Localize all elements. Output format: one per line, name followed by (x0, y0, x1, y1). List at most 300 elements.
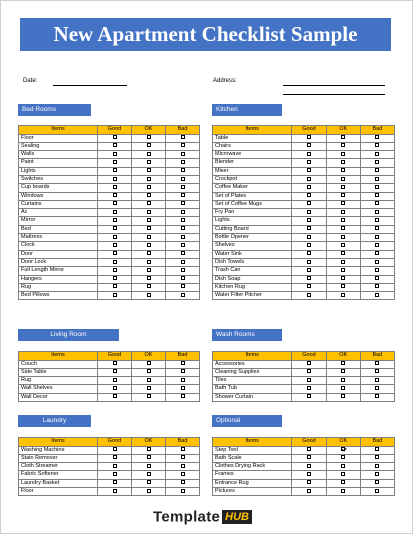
checkbox-cell (326, 151, 360, 159)
good-checkbox[interactable] (113, 143, 117, 147)
checkbox-cell (132, 471, 166, 479)
ok-checkbox[interactable] (341, 193, 345, 197)
ok-checkbox[interactable] (341, 251, 345, 255)
bad-checkbox[interactable] (181, 135, 185, 139)
table-row (213, 184, 395, 192)
checkbox-cell (98, 393, 132, 401)
table-row (19, 200, 200, 208)
bad-checkbox[interactable] (375, 243, 379, 247)
ok-checkbox[interactable] (147, 284, 151, 288)
bad-checkbox[interactable] (181, 472, 185, 476)
checkbox-cell (166, 463, 200, 471)
bad-checkbox[interactable] (375, 369, 379, 373)
table-row (213, 151, 395, 159)
checkbox-cell (166, 159, 200, 167)
checkbox-cell (292, 142, 326, 150)
good-checkbox[interactable] (307, 168, 311, 172)
bad-checkbox[interactable] (181, 293, 185, 297)
good-checkbox[interactable] (307, 135, 311, 139)
ok-checkbox[interactable] (147, 260, 151, 264)
table-row (213, 446, 395, 454)
good-checkbox[interactable] (307, 378, 311, 382)
ok-checkbox[interactable] (147, 218, 151, 222)
ok-checkbox[interactable] (341, 243, 345, 247)
item-label: Lights (213, 217, 292, 225)
ok-checkbox[interactable] (341, 201, 345, 205)
checkbox-cell (166, 234, 200, 242)
ok-checkbox[interactable] (147, 268, 151, 272)
checkbox-cell (326, 175, 360, 183)
ok-checkbox[interactable] (341, 489, 345, 493)
bad-checkbox[interactable] (181, 480, 185, 484)
checkbox-cell (98, 258, 132, 266)
bad-checkbox[interactable] (375, 386, 379, 390)
bad-checkbox[interactable] (375, 378, 379, 382)
ok-checkbox[interactable] (341, 386, 345, 390)
good-checkbox[interactable] (307, 369, 311, 373)
bad-checkbox[interactable] (181, 251, 185, 255)
logo-badge: HUB (222, 510, 252, 524)
bad-checkbox[interactable] (375, 193, 379, 197)
ok-checkbox[interactable] (147, 472, 151, 476)
good-checkbox[interactable] (113, 160, 117, 164)
item-label: Floor (19, 487, 98, 495)
ok-checkbox[interactable] (147, 455, 151, 459)
ok-checkbox[interactable] (147, 489, 151, 493)
ok-checkbox[interactable] (341, 152, 345, 156)
table-row (213, 234, 395, 242)
bad-checkbox[interactable] (375, 361, 379, 365)
ok-checkbox[interactable] (147, 480, 151, 484)
item-label: Bottle Opener (213, 234, 292, 242)
bad-checkbox[interactable] (375, 185, 379, 189)
good-checkbox[interactable] (113, 284, 117, 288)
good-checkbox[interactable] (307, 260, 311, 264)
ok-checkbox[interactable] (147, 293, 151, 297)
bad-checkbox[interactable] (181, 201, 185, 205)
column-header: Good (98, 438, 132, 447)
bad-checkbox[interactable] (375, 160, 379, 164)
bad-checkbox[interactable] (181, 218, 185, 222)
good-checkbox[interactable] (307, 480, 311, 484)
bad-checkbox[interactable] (375, 472, 379, 476)
ok-checkbox[interactable] (341, 378, 345, 382)
table-row (19, 283, 200, 291)
good-checkbox[interactable] (307, 464, 311, 468)
bad-checkbox[interactable] (375, 152, 379, 156)
checkbox-cell (360, 159, 394, 167)
checkbox-cell (292, 234, 326, 242)
good-checkbox[interactable] (113, 185, 117, 189)
bad-checkbox[interactable] (181, 143, 185, 147)
good-checkbox[interactable] (307, 210, 311, 214)
ok-checkbox[interactable] (341, 160, 345, 164)
good-checkbox[interactable] (307, 251, 311, 255)
bad-checkbox[interactable] (181, 210, 185, 214)
checkbox-cell (292, 217, 326, 225)
good-checkbox[interactable] (113, 135, 117, 139)
good-checkbox[interactable] (113, 276, 117, 280)
good-checkbox[interactable] (113, 243, 117, 247)
bad-checkbox[interactable] (181, 193, 185, 197)
item-label: Tiles (213, 377, 292, 385)
good-checkbox[interactable] (307, 394, 311, 398)
good-checkbox[interactable] (113, 464, 117, 468)
item-label: Rug (19, 283, 98, 291)
bad-checkbox[interactable] (375, 235, 379, 239)
checkbox-cell (98, 267, 132, 275)
ok-checkbox[interactable] (341, 284, 345, 288)
good-checkbox[interactable] (307, 243, 311, 247)
bad-checkbox[interactable] (375, 268, 379, 272)
checkbox-cell (326, 134, 360, 142)
good-checkbox[interactable] (307, 472, 311, 476)
item-label: Floor (19, 134, 98, 142)
good-checkbox[interactable] (113, 369, 117, 373)
ok-checkbox[interactable] (147, 243, 151, 247)
checkbox-cell (132, 217, 166, 225)
good-checkbox[interactable] (113, 251, 117, 255)
ok-checkbox[interactable] (341, 177, 345, 181)
good-checkbox[interactable] (307, 235, 311, 239)
bad-checkbox[interactable] (181, 284, 185, 288)
good-checkbox[interactable] (307, 143, 311, 147)
date-field[interactable] (53, 85, 127, 86)
item-label: Clothes Drying Rack (213, 463, 292, 471)
good-checkbox[interactable] (307, 293, 311, 297)
checkbox-cell (166, 250, 200, 258)
checkbox-cell (360, 463, 394, 471)
item-label: Curtains (19, 200, 98, 208)
good-checkbox[interactable] (113, 447, 117, 451)
bad-checkbox[interactable] (181, 489, 185, 493)
checkbox-cell (166, 134, 200, 142)
column-header: Items (213, 126, 292, 135)
good-checkbox[interactable] (307, 185, 311, 189)
ok-checkbox[interactable] (341, 480, 345, 484)
checkbox-cell (98, 192, 132, 200)
good-checkbox[interactable] (307, 447, 311, 451)
address-field-line-2[interactable] (283, 94, 385, 95)
table-row (213, 292, 395, 300)
checkbox-cell (132, 446, 166, 454)
checkbox-cell (326, 446, 360, 454)
good-checkbox[interactable] (113, 480, 117, 484)
ok-checkbox[interactable] (147, 143, 151, 147)
checkbox-cell (132, 151, 166, 159)
item-label: Mixer (213, 167, 292, 175)
ok-checkbox[interactable] (147, 235, 151, 239)
ok-checkbox[interactable] (147, 251, 151, 255)
good-checkbox[interactable] (113, 210, 117, 214)
bad-checkbox[interactable] (375, 210, 379, 214)
good-checkbox[interactable] (113, 293, 117, 297)
bad-checkbox[interactable] (181, 276, 185, 280)
checkbox-cell (326, 250, 360, 258)
checkbox-cell (166, 487, 200, 495)
kitchen-section-title: Kitchen (212, 104, 282, 116)
ok-checkbox[interactable] (147, 394, 151, 398)
good-checkbox[interactable] (307, 284, 311, 288)
good-checkbox[interactable] (113, 378, 117, 382)
good-checkbox[interactable] (307, 177, 311, 181)
good-checkbox[interactable] (113, 489, 117, 493)
good-checkbox[interactable] (307, 489, 311, 493)
ok-checkbox[interactable] (147, 160, 151, 164)
ok-checkbox[interactable] (341, 260, 345, 264)
checkbox-cell (132, 463, 166, 471)
ok-checkbox[interactable] (341, 447, 345, 451)
checkbox-cell (326, 275, 360, 283)
table-row (213, 454, 395, 462)
column-header: Good (98, 126, 132, 135)
checkbox-cell (132, 175, 166, 183)
good-checkbox[interactable] (113, 218, 117, 222)
good-checkbox[interactable] (113, 226, 117, 230)
ok-checkbox[interactable] (147, 193, 151, 197)
checkbox-cell (166, 385, 200, 393)
good-checkbox[interactable] (113, 386, 117, 390)
bad-checkbox[interactable] (181, 464, 185, 468)
good-checkbox[interactable] (307, 455, 311, 459)
table-row (19, 225, 200, 233)
table-row (19, 454, 200, 462)
good-checkbox[interactable] (113, 455, 117, 459)
checkbox-cell (166, 292, 200, 300)
ok-checkbox[interactable] (341, 293, 345, 297)
good-checkbox[interactable] (113, 193, 117, 197)
column-header: Bad (166, 126, 200, 135)
bad-checkbox[interactable] (375, 201, 379, 205)
ok-checkbox[interactable] (341, 361, 345, 365)
checkbox-cell (98, 487, 132, 495)
good-checkbox[interactable] (113, 201, 117, 205)
checkbox-cell (360, 275, 394, 283)
checkbox-cell (166, 142, 200, 150)
checkbox-cell (132, 209, 166, 217)
ok-checkbox[interactable] (341, 369, 345, 373)
checkbox-cell (132, 385, 166, 393)
item-label: Water Sink (213, 250, 292, 258)
ok-checkbox[interactable] (147, 168, 151, 172)
good-checkbox[interactable] (113, 235, 117, 239)
checkbox-cell (326, 267, 360, 275)
ok-checkbox[interactable] (147, 378, 151, 382)
checkbox-cell (292, 292, 326, 300)
bad-checkbox[interactable] (181, 455, 185, 459)
good-checkbox[interactable] (113, 177, 117, 181)
bad-checkbox[interactable] (375, 218, 379, 222)
checkbox-cell (292, 184, 326, 192)
table-row (19, 393, 200, 401)
bad-checkbox[interactable] (181, 361, 185, 365)
table-header-row (19, 352, 200, 361)
checkbox-cell (292, 385, 326, 393)
good-checkbox[interactable] (307, 193, 311, 197)
bad-checkbox[interactable] (375, 455, 379, 459)
checkbox-cell (360, 151, 394, 159)
checkbox-cell (132, 292, 166, 300)
ok-checkbox[interactable] (341, 472, 345, 476)
checkbox-cell (326, 142, 360, 150)
checkbox-cell (292, 258, 326, 266)
kitchen-table (212, 125, 395, 300)
ok-checkbox[interactable] (147, 386, 151, 390)
page-title: New Apartment Checklist Sample (20, 18, 391, 51)
item-label: Kitchen Rug (213, 283, 292, 291)
checkbox-cell (326, 385, 360, 393)
bad-checkbox[interactable] (375, 168, 379, 172)
bad-checkbox[interactable] (181, 160, 185, 164)
checkbox-cell (166, 360, 200, 368)
checkbox-cell (292, 250, 326, 258)
ok-checkbox[interactable] (147, 447, 151, 451)
checkbox-cell (292, 487, 326, 495)
bad-checkbox[interactable] (375, 284, 379, 288)
bad-checkbox[interactable] (181, 268, 185, 272)
table-row (213, 471, 395, 479)
item-label: Washing Machine (19, 446, 98, 454)
good-checkbox[interactable] (307, 386, 311, 390)
ok-checkbox[interactable] (147, 177, 151, 181)
checkbox-cell (166, 267, 200, 275)
checkbox-cell (166, 283, 200, 291)
ok-checkbox[interactable] (341, 143, 345, 147)
bad-checkbox[interactable] (181, 177, 185, 181)
checkbox-cell (360, 175, 394, 183)
ok-checkbox[interactable] (147, 226, 151, 230)
good-checkbox[interactable] (307, 276, 311, 280)
ok-checkbox[interactable] (147, 185, 151, 189)
good-checkbox[interactable] (113, 394, 117, 398)
bad-checkbox[interactable] (375, 135, 379, 139)
bad-checkbox[interactable] (375, 251, 379, 255)
address-field-line-1[interactable] (283, 85, 385, 86)
ok-checkbox[interactable] (147, 276, 151, 280)
bad-checkbox[interactable] (375, 177, 379, 181)
checkbox-cell (360, 385, 394, 393)
good-checkbox[interactable] (307, 361, 311, 365)
ok-checkbox[interactable] (341, 276, 345, 280)
good-checkbox[interactable] (113, 260, 117, 264)
bad-checkbox[interactable] (181, 168, 185, 172)
checkbox-cell (292, 393, 326, 401)
bad-checkbox[interactable] (181, 447, 185, 451)
ok-checkbox[interactable] (341, 210, 345, 214)
logo-text: Template (153, 508, 221, 526)
bad-checkbox[interactable] (375, 489, 379, 493)
bad-checkbox[interactable] (181, 394, 185, 398)
ok-checkbox[interactable] (341, 135, 345, 139)
bad-checkbox[interactable] (181, 185, 185, 189)
ok-checkbox[interactable] (341, 464, 345, 468)
bad-checkbox[interactable] (375, 276, 379, 280)
checkbox-cell (98, 446, 132, 454)
checkbox-cell (360, 192, 394, 200)
item-label: Fry Pan (213, 209, 292, 217)
bad-checkbox[interactable] (181, 152, 185, 156)
table-row (19, 192, 200, 200)
checkbox-cell (132, 142, 166, 150)
good-checkbox[interactable] (113, 361, 117, 365)
good-checkbox[interactable] (113, 168, 117, 172)
checkbox-cell (360, 487, 394, 495)
bad-checkbox[interactable] (375, 293, 379, 297)
good-checkbox[interactable] (113, 268, 117, 272)
bad-checkbox[interactable] (181, 260, 185, 264)
ok-checkbox[interactable] (147, 369, 151, 373)
checkbox-cell (132, 360, 166, 368)
table-row (213, 360, 395, 368)
good-checkbox[interactable] (307, 226, 311, 230)
ok-checkbox[interactable] (147, 135, 151, 139)
bad-checkbox[interactable] (181, 243, 185, 247)
ok-checkbox[interactable] (341, 455, 345, 459)
good-checkbox[interactable] (307, 160, 311, 164)
bad-checkbox[interactable] (181, 235, 185, 239)
item-label: Windows (19, 192, 98, 200)
good-checkbox[interactable] (307, 218, 311, 222)
bad-checkbox[interactable] (375, 480, 379, 484)
good-checkbox[interactable] (113, 152, 117, 156)
ok-checkbox[interactable] (341, 394, 345, 398)
bad-checkbox[interactable] (375, 260, 379, 264)
bad-checkbox[interactable] (181, 386, 185, 390)
item-label: Paint (19, 159, 98, 167)
bad-checkbox[interactable] (181, 378, 185, 382)
good-checkbox[interactable] (307, 201, 311, 205)
table-row (19, 368, 200, 376)
ok-checkbox[interactable] (147, 361, 151, 365)
ok-checkbox[interactable] (341, 168, 345, 172)
ok-checkbox[interactable] (341, 218, 345, 222)
bad-checkbox[interactable] (375, 464, 379, 468)
checkbox-cell (292, 159, 326, 167)
ok-checkbox[interactable] (147, 464, 151, 468)
ok-checkbox[interactable] (341, 235, 345, 239)
checkbox-cell (132, 267, 166, 275)
bad-checkbox[interactable] (375, 447, 379, 451)
item-label: Crockpot (213, 175, 292, 183)
good-checkbox[interactable] (307, 152, 311, 156)
checkbox-cell (166, 377, 200, 385)
ok-checkbox[interactable] (147, 210, 151, 214)
good-checkbox[interactable] (113, 472, 117, 476)
ok-checkbox[interactable] (147, 201, 151, 205)
wash-rooms-table (212, 351, 395, 402)
checkbox-cell (98, 250, 132, 258)
checkbox-cell (292, 454, 326, 462)
ok-checkbox[interactable] (147, 152, 151, 156)
checkbox-cell (292, 471, 326, 479)
table-row (213, 377, 395, 385)
ok-checkbox[interactable] (341, 185, 345, 189)
living-room-table (18, 351, 200, 402)
checkbox-cell (98, 242, 132, 250)
good-checkbox[interactable] (307, 268, 311, 272)
item-label: Mirror (19, 217, 98, 225)
bad-checkbox[interactable] (375, 226, 379, 230)
checkbox-cell (98, 385, 132, 393)
bad-checkbox[interactable] (181, 369, 185, 373)
bad-checkbox[interactable] (375, 143, 379, 147)
bad-checkbox[interactable] (181, 226, 185, 230)
ok-checkbox[interactable] (341, 268, 345, 272)
ok-checkbox[interactable] (341, 226, 345, 230)
bad-checkbox[interactable] (375, 394, 379, 398)
item-label: Hangers (19, 275, 98, 283)
bedrooms-section-title: Bed Rooms (18, 104, 91, 116)
